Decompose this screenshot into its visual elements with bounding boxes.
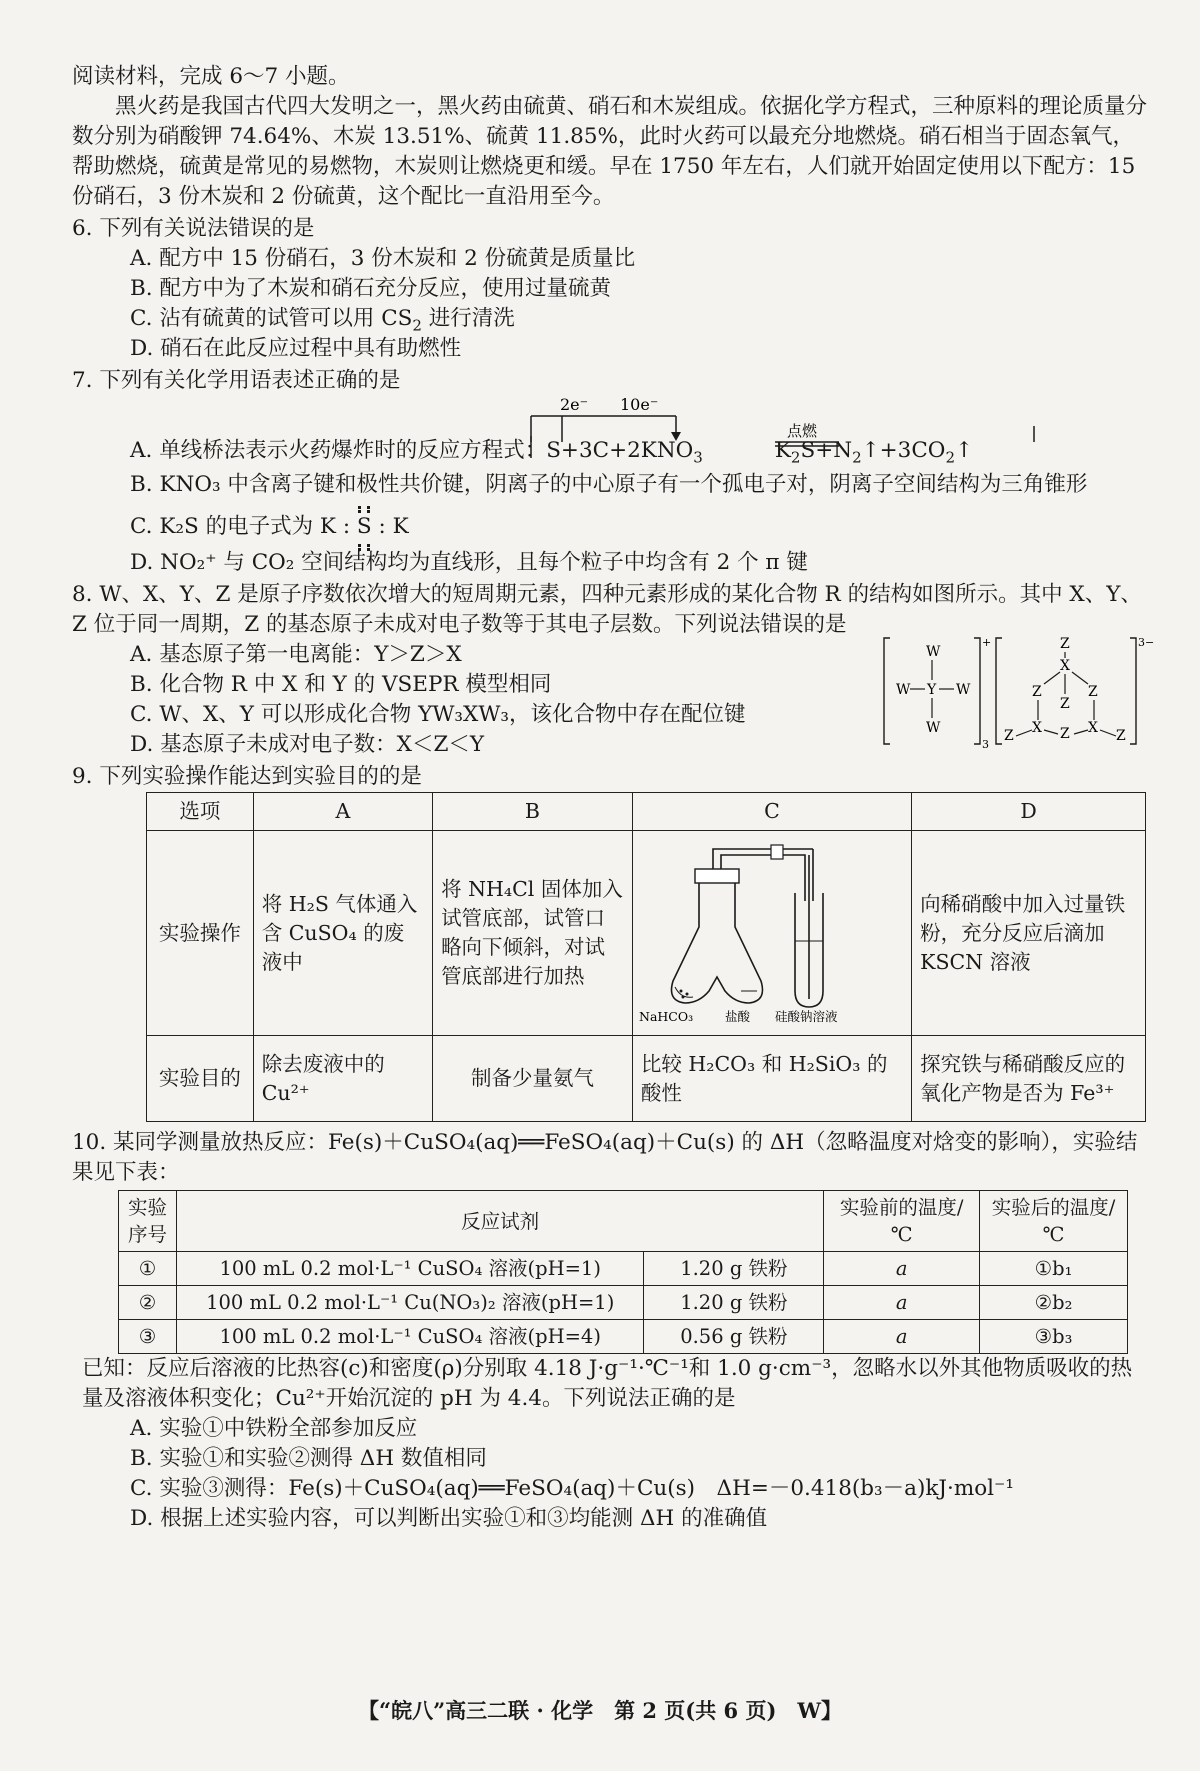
label-hcl: 盐酸 [724,1009,750,1024]
q8-option-a: A. 基态原子第一电离能：Y＞Z＞X [130,642,462,667]
q8-option-d: D. 基态原子未成对电子数：X＜Z＜Y [130,732,485,757]
q7-a-text: A. 单线桥法表示火药爆炸时的反应方程式： [130,438,547,463]
reading-passage: 黑火药是我国古代四大发明之一，黑火药由硫黄、硝石和木炭组成。依据化学方程式，三种原料的理论质量分数分别为硝酸钾 74.64%、木炭 13.51%、硫黄 11.85%，此时火药可以最充分地燃烧。硝石相当于固态氧气，帮助燃烧，硫黄是常见的易燃物，木炭则让燃烧更和缓。早在 1750 年左右，人们就开始固定使用以下配方：15 份硝石，3 份木炭和 2 份硫黄，这个配比一直沿用至今。 [72,94,1148,209]
q10-cell: 1.20 g 铁粉 [644,1252,824,1286]
q10-option-d: D. 根据上述实验内容，可以判断出实验①和③均能测 ΔH 的准确值 [130,1506,768,1531]
page-footer: 【“皖八”高三二联 · 化学 第 2 页(共 6 页) W】 [357,1698,842,1723]
cation-count: 3 [982,738,989,751]
q6-option-b: B. 配方中为了木炭和硝石充分反应，使用过量硫黄 [130,276,611,301]
q10-cell: ① [119,1252,177,1286]
electron-dot-s: S [357,512,372,542]
q6-option-a: A. 配方中 15 份硝石，3 份木炭和 2 份硫黄是质量比 [130,246,636,271]
q10-cell: a [824,1252,980,1286]
q9-purpose-d: 探究铁与稀硝酸反应的氧化产物是否为 Fe³⁺ [912,1036,1146,1122]
q10-cell: 100 mL 0.2 mol·L⁻¹ Cu(NO₃)₂ 溶液(pH=1) [176,1286,643,1320]
q10-header-row [119,1191,1128,1252]
q10-option-a: A. 实验①中铁粉全部参加反应 [130,1416,418,1441]
q10-cell: 100 mL 0.2 mol·L⁻¹ CuSO₄ 溶液(pH=1) [176,1252,643,1286]
q7-c-k: K [392,514,409,539]
q9-purpose-label: 实验目的 [147,1036,254,1122]
eq-s-n: S+N [800,438,853,463]
q9-header-c: C [632,793,911,831]
q6-option-d: D. 硝石在此反应过程中具有助燃性 [130,336,462,361]
q10-cell: 100 mL 0.2 mol·L⁻¹ CuSO₄ 溶液(pH=4) [176,1320,643,1354]
q9-stem: 9. 下列实验操作能达到实验目的的是 [72,764,422,789]
q10-header-temp-before: 实验前的温度/℃ [824,1191,980,1252]
q9-operation-d: 向稀硝酸中加入过量铁粉，充分反应后滴加 KSCN 溶液 [912,831,1146,1036]
atom-w-right: W [956,682,971,698]
atom-z-center: Z [1060,696,1070,712]
q9-table [146,792,1146,1122]
condition-ignite: 点燃 [787,422,818,440]
atom-y: Y [927,682,937,698]
q9-operation-row [147,831,1146,1036]
table-row [119,1320,1128,1354]
atom-z-left: Z [1004,728,1014,744]
bridge-label-2e: 2e⁻ [560,395,589,414]
q6-option-c [72,304,1152,334]
eq-k: K [774,438,791,463]
q10-cell: ③b₃ [980,1320,1128,1354]
anion-charge: 3− [1138,636,1155,649]
q9-operation-label: 实验操作 [147,831,254,1036]
q7-equation: A. 单线桥法表示火药爆炸时的反应方程式：$S+3C+2KNO_3$ $K_2S+N_2↑+3CO_2↑$ [130,438,974,467]
eq-left: S+3C+2KNO [546,438,694,463]
atom-x-right: X [1088,720,1098,736]
q7-stem: 7. 下列有关化学用语表述正确的是 [72,368,401,393]
q10-cell: 0.56 g 铁粉 [644,1320,824,1354]
q7-option-d: D. NO₂⁺ 与 CO₂ 空间结构均为直线形，且每个粒子中均含有 2 个 π 键 [130,550,808,575]
q10-cell: ①b₁ [980,1252,1128,1286]
q9-operation-a: 将 H₂S 气体通入含 CuSO₄ 的废液中 [253,831,432,1036]
q10-cell: ② [119,1286,177,1320]
q9-header-b: B [433,793,633,831]
q8-option-b: B. 化合物 R 中 X 和 Y 的 VSEPR 模型相同 [130,672,552,697]
atom-z-right: Z [1116,728,1126,744]
q9-apparatus-diagram [633,831,877,1027]
q10-option-c: C. 实验③测得：Fe(s)＋CuSO₄(aq)══FeSO₄(aq)＋Cu(s) ΔH=－0.418(b₃－a)kJ·mol⁻¹ [130,1476,1015,1501]
q7-option-b: B. KNO₃ 中含离子键和极性共价键，阴离子的中心原子有一个孤电子对，阴离子空间结构为三角锥形 [130,472,1088,497]
q6-c-text: C. 沾有硫黄的试管可以用 CS [130,306,413,331]
q9-purpose-b: 制备少量氨气 [433,1036,633,1122]
q7-option-c: C. K₂S 的电子式为 K : S : K [72,512,1152,542]
q9-operation-c [632,831,911,1036]
q9-header-option: 选项 [147,793,254,831]
q10-option-b: B. 实验①和实验②测得 ΔH 数值相同 [130,1446,487,1471]
label-nahco3: NaHCO₃ [638,1009,693,1024]
table-row [119,1286,1128,1320]
q10-stem: 10. 某同学测量放热反应：Fe(s)＋CuSO₄(aq)══FeSO₄(aq)＋Cu(s) 的 ΔH（忽略温度对焓变的影响），实验结果见下表： [72,1130,1138,1185]
atom-z-ring-left: Z [1032,684,1042,700]
q10-cell: 1.20 g 铁粉 [644,1286,824,1320]
q9-header-a: A [253,793,432,831]
q9-purpose-row [147,1036,1146,1122]
eq-arrow: ↑ [955,438,974,463]
atom-z-ring-right: Z [1088,684,1098,700]
q6-c-post: 进行清洗 [421,306,515,331]
q8-option-c: C. W、X、Y 可以形成化合物 YW₃XW₃，该化合物中存在配位键 [130,702,746,727]
atom-x-top: X [1060,658,1070,674]
q10-cell: a [824,1286,980,1320]
atom-x-left: X [1032,720,1042,736]
q7-option-a [72,396,1152,470]
page-content [72,62,1155,1534]
bridge-label-10e: 10e⁻ [620,395,659,414]
q6-c-sub: 2 [412,316,422,335]
q8-stem: 8. W、X、Y、Z 是原子序数依次增大的短周期元素，四种元素形成的某化合物 R 的结构如图所示。其中 X、Y、Z 位于同一周期，Z 的基态原子未成对电子数等于其电子层数。下列说法错误的是 [72,582,1142,637]
q9-header-row [147,793,1146,831]
eq-co2: ↑+3CO [861,438,946,463]
q6-stem: 6. 下列有关说法错误的是 [72,216,315,241]
q9-operation-b: 将 NH₄Cl 固体加入试管底部，试管口略向下倾斜，对试管底部进行加热 [433,831,633,1036]
q9-header-d: D [912,793,1146,831]
table-row [119,1252,1128,1286]
q10-cell: ③ [119,1320,177,1354]
q10-header-reagent: 反应试剂 [176,1191,823,1252]
q9-purpose-c: 比较 H₂CO₃ 和 H₂SiO₃ 的酸性 [632,1036,911,1122]
atom-w-bottom: W [926,720,941,736]
reading-intro: 阅读材料，完成 6～7 小题。 [72,64,350,89]
q10-cell: a [824,1320,980,1354]
q10-cell: ②b₂ [980,1286,1128,1320]
q8-options [72,636,1155,760]
q7-c-text: C. K₂S 的电子式为 K [130,514,336,539]
q9-purpose-a: 除去废液中的 Cu²⁺ [253,1036,432,1122]
atom-z-bottom: Z [1060,726,1070,742]
atom-w-top: W [926,644,941,660]
q10-table [118,1190,1128,1354]
atom-z-top: Z [1060,636,1070,652]
q10-header-no: 实验序号 [119,1191,177,1252]
atom-w-left: W [896,682,911,698]
q10-known: 已知：反应后溶液的比热容(c)和密度(ρ)分别取 4.18 J·g⁻¹·℃⁻¹和 1.0 g·cm⁻³，忽略水以外其他物质吸收的热量及溶液体积变化；Cu²⁺开始沉淀的 pH 为 4.4。下列说法正确的是 [82,1356,1133,1411]
compound-r-structure [882,632,1155,751]
cation-charge: + [982,636,992,649]
q10-header-temp-after: 实验后的温度/℃ [980,1191,1128,1252]
label-sodium-silicate: 硅酸钠溶液 [774,1009,838,1024]
